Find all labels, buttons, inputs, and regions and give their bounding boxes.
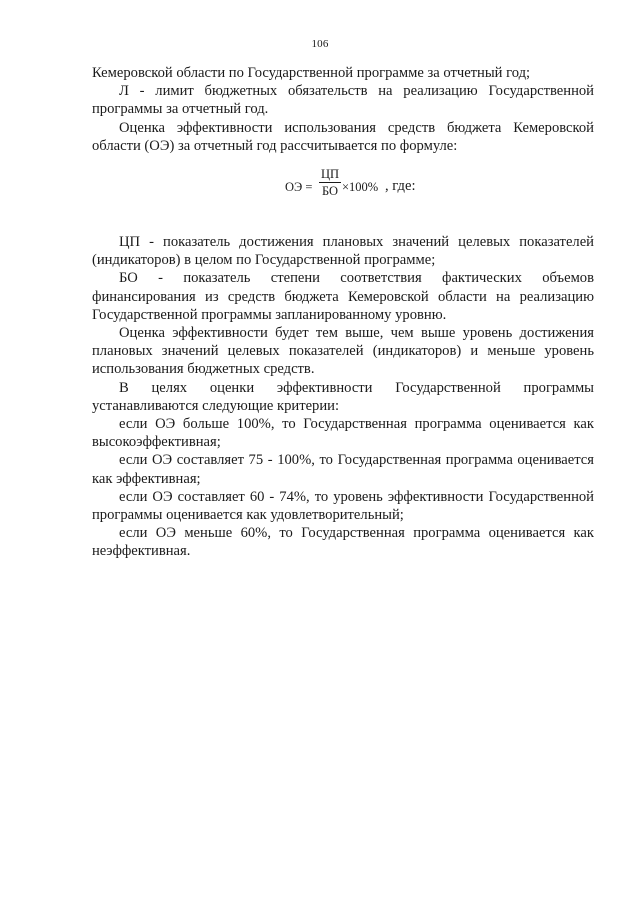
document-body: [92, 64, 594, 561]
efficiency-formula: [92, 166, 594, 218]
criterion-effective: если ОЭ составляет 75 - 100%, то Государственная программа оценивается как эффективная;: [92, 452, 594, 487]
paragraph-limit-definition: Л - лимит бюджетных обязательств на реализацию Государственной программы за отчетный год.: [92, 83, 594, 118]
page-number: 106: [311, 38, 329, 50]
formula-denominator: БО: [321, 184, 339, 199]
paragraph-criteria-intro: В целях оценки эффективности Государственной программы устанавливаются следующие критерии:: [92, 379, 594, 414]
paragraph-continuation: Кемеровской области по Государственной программе за отчетный год;: [92, 65, 531, 81]
criterion-ineffective: если ОЭ меньше 60%, то Государственная программа оценивается как неэффективная.: [92, 525, 594, 560]
formula-multiplier: ×100%: [342, 180, 379, 195]
criterion-high: если ОЭ больше 100%, то Государственная программа оценивается как высокоэффективная;: [92, 416, 594, 451]
criterion-satisfactory: если ОЭ составляет 60 - 74%, то уровень эффективности Государственной программы оценивается как удовлетворительный;: [92, 488, 594, 524]
formula-lhs: ОЭ =: [285, 180, 313, 195]
paragraph-formula-intro: Оценка эффективности использования средств бюджета Кемеровской области (ОЭ) за отчетный год рассчитывается по формуле:: [92, 119, 594, 154]
formula-fraction: [319, 167, 341, 198]
paragraph-efficiency-note: Оценка эффективности будет тем выше, чем выше уровень достижения плановых значений целевых показателей (индикаторов) и меньше уровень использования бюджетных средств.: [92, 325, 594, 378]
formula-numerator: ЦП: [320, 167, 340, 182]
formula-tail: , где:: [385, 178, 416, 195]
definition-bo: БО - показатель степени соответствия фактических объемов финансирования из средств бюджета Кемеровской области на реализацию Государственной программы запланированному уровню.: [92, 270, 594, 323]
definition-cp: ЦП - показатель достижения плановых значений целевых показателей (индикаторов) в целом по Государственной программе;: [92, 234, 594, 269]
